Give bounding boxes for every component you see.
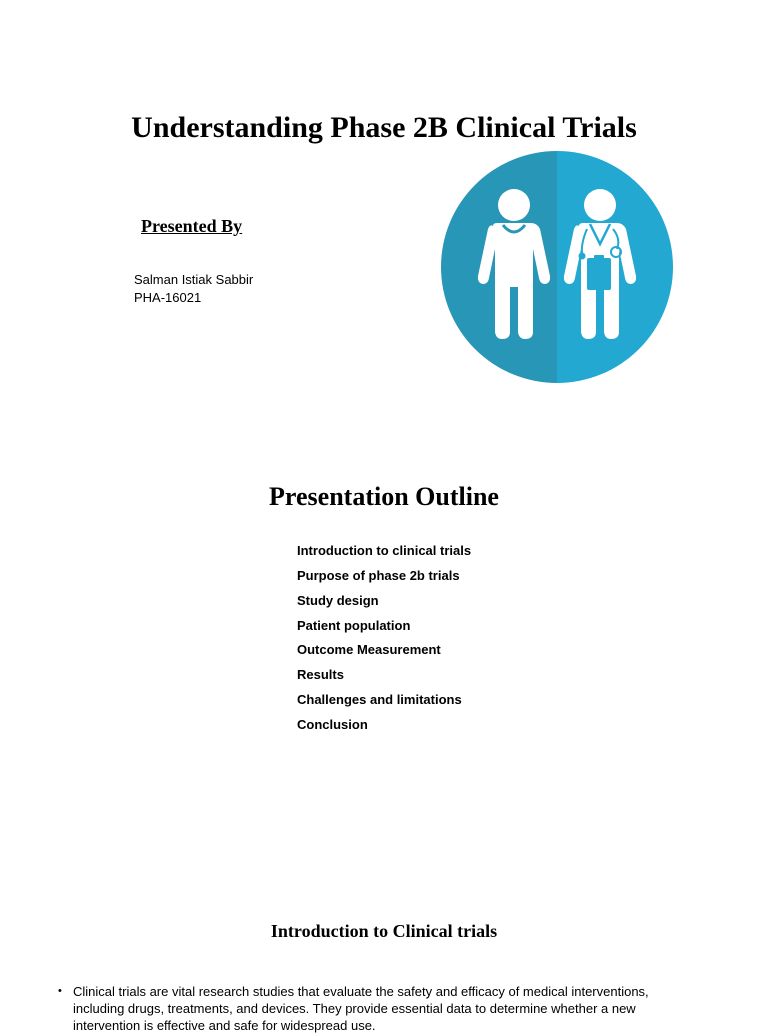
outline-item: Challenges and limitations <box>297 692 462 708</box>
outline-item: Outcome Measurement <box>297 642 441 658</box>
bullet-marker: • <box>58 985 62 997</box>
presented-by-heading: Presented By <box>141 216 243 236</box>
intro-bullet <box>58 983 678 1034</box>
outline-item: Conclusion <box>297 716 368 732</box>
clipboard-icon <box>587 258 611 290</box>
author-id: PHA-16021 <box>134 290 202 305</box>
intro-title: Introduction to Clinical trials <box>270 921 498 941</box>
outline-item: Results <box>297 667 344 683</box>
outline-item: Introduction to clinical trials <box>297 543 472 558</box>
outline-item: Patient population <box>297 617 411 633</box>
outline-item: Study design <box>297 592 379 608</box>
author-name: Salman Istiak Sabbir <box>134 272 254 287</box>
slide-title: Understanding Phase 2B Clinical Trials <box>131 111 637 144</box>
bullet-text: Clinical trials are vital research studies that evaluate the safety and efficacy of medical interventions, including drugs, treatments, and devices. They provide essential data to determine whether a new intervention is effective and safe for widespread use. <box>73 984 649 1033</box>
patient-and-doctor-icon <box>441 151 673 383</box>
outline-title: Presentation Outline <box>269 482 499 511</box>
outline-list <box>297 542 471 741</box>
outline-item: Purpose of phase 2b trials <box>297 567 460 583</box>
